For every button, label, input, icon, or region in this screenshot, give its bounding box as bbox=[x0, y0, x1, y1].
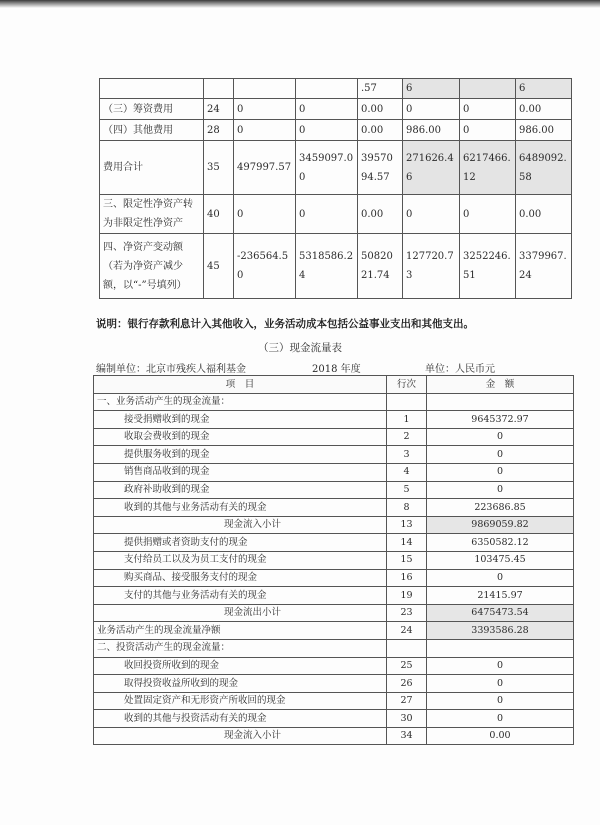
row-line-number: 24 bbox=[204, 99, 234, 120]
table-row bbox=[100, 141, 572, 195]
cash-flow-table bbox=[93, 375, 574, 745]
value-cell: 0 bbox=[234, 120, 296, 141]
table-row bbox=[94, 604, 574, 622]
line-cell: 1 bbox=[387, 411, 427, 429]
table-row bbox=[94, 569, 574, 587]
row-line-number: 28 bbox=[204, 120, 234, 141]
value-cell: 0 bbox=[296, 99, 358, 120]
row-label bbox=[100, 79, 204, 99]
value-cell: 0 bbox=[460, 99, 516, 120]
activity-statement-table bbox=[99, 78, 572, 299]
year-label: 2018 年度 bbox=[312, 364, 361, 375]
table-row bbox=[94, 516, 574, 534]
value-cell: 3459097.00 bbox=[296, 141, 358, 195]
amount-cell bbox=[427, 639, 574, 657]
item-cell: 销售商品收到的现金 bbox=[94, 463, 387, 481]
value-cell: 6 bbox=[403, 79, 460, 99]
item-cell: 收回投资所收到的现金 bbox=[94, 657, 387, 675]
table-row bbox=[94, 622, 574, 640]
value-cell: 6217466.12 bbox=[460, 141, 516, 195]
table-row bbox=[100, 195, 572, 234]
amount-cell bbox=[427, 393, 574, 411]
value-cell: 0 bbox=[460, 120, 516, 141]
value-cell: 986.00 bbox=[516, 120, 572, 141]
table-row bbox=[94, 710, 574, 728]
header-line: 行次 bbox=[387, 376, 427, 394]
line-cell: 4 bbox=[387, 463, 427, 481]
value-cell: 5318586.24 bbox=[296, 234, 358, 299]
value-cell: 3379967.24 bbox=[516, 234, 572, 299]
value-cell: 0.00 bbox=[358, 120, 403, 141]
amount-cell: 21415.97 bbox=[427, 587, 574, 605]
amount-cell: 0 bbox=[427, 463, 574, 481]
line-cell: 24 bbox=[387, 622, 427, 640]
value-cell: 0 bbox=[460, 195, 516, 234]
amount-cell: 0 bbox=[427, 675, 574, 693]
value-cell: 986.00 bbox=[403, 120, 460, 141]
table-row bbox=[94, 411, 574, 429]
row-label: 三、限定性净资产转为非限定性净资产 bbox=[100, 195, 204, 234]
value-cell: 0 bbox=[296, 120, 358, 141]
amount-cell: 0 bbox=[427, 692, 574, 710]
table-row bbox=[94, 463, 574, 481]
value-cell: 497997.57 bbox=[234, 141, 296, 195]
org-label: 编制单位：北京市残疾人福利基金 bbox=[96, 364, 246, 375]
row-line-number: 35 bbox=[204, 141, 234, 195]
table-row bbox=[94, 675, 574, 693]
value-cell: 0 bbox=[234, 195, 296, 234]
table-row bbox=[94, 481, 574, 499]
row-label: 费用合计 bbox=[100, 141, 204, 195]
item-cell: 政府补助收到的现金 bbox=[94, 481, 387, 499]
amount-cell: 3393586.28 bbox=[427, 622, 574, 640]
item-cell: 处置固定资产和无形资产所收回的现金 bbox=[94, 692, 387, 710]
item-cell: 业务活动产生的现金流量净额 bbox=[94, 622, 387, 640]
line-cell: 26 bbox=[387, 675, 427, 693]
item-cell: 取得投资收益所收到的现金 bbox=[94, 675, 387, 693]
table-row bbox=[94, 499, 574, 517]
value-cell: 0 bbox=[403, 195, 460, 234]
item-cell: 接受捐赠收到的现金 bbox=[94, 411, 387, 429]
table-row bbox=[100, 120, 572, 141]
value-cell: 0.00 bbox=[516, 195, 572, 234]
item-cell: 现金流出小计 bbox=[94, 604, 387, 622]
line-cell: 8 bbox=[387, 499, 427, 517]
value-cell: 6489092.58 bbox=[516, 141, 572, 195]
line-cell: 19 bbox=[387, 587, 427, 605]
value-cell bbox=[296, 79, 358, 99]
amount-cell: 103475.45 bbox=[427, 551, 574, 569]
value-cell: 271626.46 bbox=[403, 141, 460, 195]
cash-flow-header-row bbox=[94, 376, 574, 394]
row-line-number bbox=[204, 79, 234, 99]
table-row bbox=[100, 234, 572, 299]
amount-cell: 9869059.82 bbox=[427, 516, 574, 534]
line-cell: 3 bbox=[387, 446, 427, 464]
table-row bbox=[94, 446, 574, 464]
value-cell bbox=[460, 79, 516, 99]
row-line-number: 40 bbox=[204, 195, 234, 234]
header-amount: 金 额 bbox=[427, 376, 574, 394]
amount-cell: 0 bbox=[427, 569, 574, 587]
footnote: 说明：银行存款利息计入其他收入，业务活动成本包括公益事业支出和其他支出。 bbox=[96, 318, 474, 330]
item-cell: 现金流入小计 bbox=[94, 727, 387, 745]
item-cell: 收到的其他与投资活动有关的现金 bbox=[94, 710, 387, 728]
value-cell: -236564.50 bbox=[234, 234, 296, 299]
value-cell: .57 bbox=[358, 79, 403, 99]
table-row bbox=[94, 727, 574, 745]
value-cell: 0 bbox=[403, 99, 460, 120]
unit-label: 单位：人民币元 bbox=[425, 364, 495, 375]
amount-cell: 0 bbox=[427, 710, 574, 728]
line-cell bbox=[387, 639, 427, 657]
line-cell bbox=[387, 393, 427, 411]
value-cell: 127720.73 bbox=[403, 234, 460, 299]
amount-cell: 0 bbox=[427, 428, 574, 446]
line-cell: 5 bbox=[387, 481, 427, 499]
value-cell: 0.00 bbox=[516, 99, 572, 120]
item-cell: 一、业务活动产生的现金流量： bbox=[94, 393, 387, 411]
value-cell: 0.00 bbox=[358, 195, 403, 234]
table-row bbox=[94, 393, 574, 411]
value-cell: 6 bbox=[516, 79, 572, 99]
item-cell: 支付的其他与业务活动有关的现金 bbox=[94, 587, 387, 605]
item-cell: 提供捐赠或者资助支付的现金 bbox=[94, 534, 387, 552]
line-cell: 15 bbox=[387, 551, 427, 569]
table-row bbox=[94, 428, 574, 446]
line-cell: 16 bbox=[387, 569, 427, 587]
row-label: 四、净资产变动额（若为净资产减少额，以“-”号填列） bbox=[100, 234, 204, 299]
item-cell: 收到的其他与业务活动有关的现金 bbox=[94, 499, 387, 517]
line-cell: 34 bbox=[387, 727, 427, 745]
line-cell: 27 bbox=[387, 692, 427, 710]
table-row bbox=[94, 657, 574, 675]
table-row bbox=[94, 551, 574, 569]
cash-flow-title: （三）现金流量表 bbox=[258, 342, 342, 354]
amount-cell: 0 bbox=[427, 481, 574, 499]
amount-cell: 9645372.97 bbox=[427, 411, 574, 429]
line-cell: 25 bbox=[387, 657, 427, 675]
scan-edge bbox=[0, 0, 600, 8]
line-cell: 2 bbox=[387, 428, 427, 446]
line-cell: 13 bbox=[387, 516, 427, 534]
row-line-number: 45 bbox=[204, 234, 234, 299]
item-cell: 收取会费收到的现金 bbox=[94, 428, 387, 446]
item-cell: 二、投资活动产生的现金流量： bbox=[94, 639, 387, 657]
amount-cell: 0 bbox=[427, 446, 574, 464]
table-row bbox=[94, 639, 574, 657]
value-cell: 0 bbox=[234, 99, 296, 120]
value-cell bbox=[234, 79, 296, 99]
amount-cell: 0 bbox=[427, 657, 574, 675]
value-cell: 5082021.74 bbox=[358, 234, 403, 299]
line-cell: 23 bbox=[387, 604, 427, 622]
line-cell: 30 bbox=[387, 710, 427, 728]
table-row bbox=[94, 587, 574, 605]
item-cell: 提供服务收到的现金 bbox=[94, 446, 387, 464]
amount-cell: 6475473.54 bbox=[427, 604, 574, 622]
table-row bbox=[94, 534, 574, 552]
line-cell: 14 bbox=[387, 534, 427, 552]
table-row bbox=[94, 692, 574, 710]
table-row bbox=[100, 79, 572, 99]
row-label: （四）其他费用 bbox=[100, 120, 204, 141]
value-cell: 0.00 bbox=[358, 99, 403, 120]
item-cell: 购买商品、接受服务支付的现金 bbox=[94, 569, 387, 587]
row-label: （三）筹资费用 bbox=[100, 99, 204, 120]
value-cell: 3252246.51 bbox=[460, 234, 516, 299]
amount-cell: 6350582.12 bbox=[427, 534, 574, 552]
item-cell: 支付给员工以及为员工支付的现金 bbox=[94, 551, 387, 569]
value-cell: 3957094.57 bbox=[358, 141, 403, 195]
amount-cell: 0.00 bbox=[427, 727, 574, 745]
amount-cell: 223686.85 bbox=[427, 499, 574, 517]
table-row bbox=[100, 99, 572, 120]
value-cell: 0 bbox=[296, 195, 358, 234]
item-cell: 现金流入小计 bbox=[94, 516, 387, 534]
header-item: 项 目 bbox=[94, 376, 387, 394]
